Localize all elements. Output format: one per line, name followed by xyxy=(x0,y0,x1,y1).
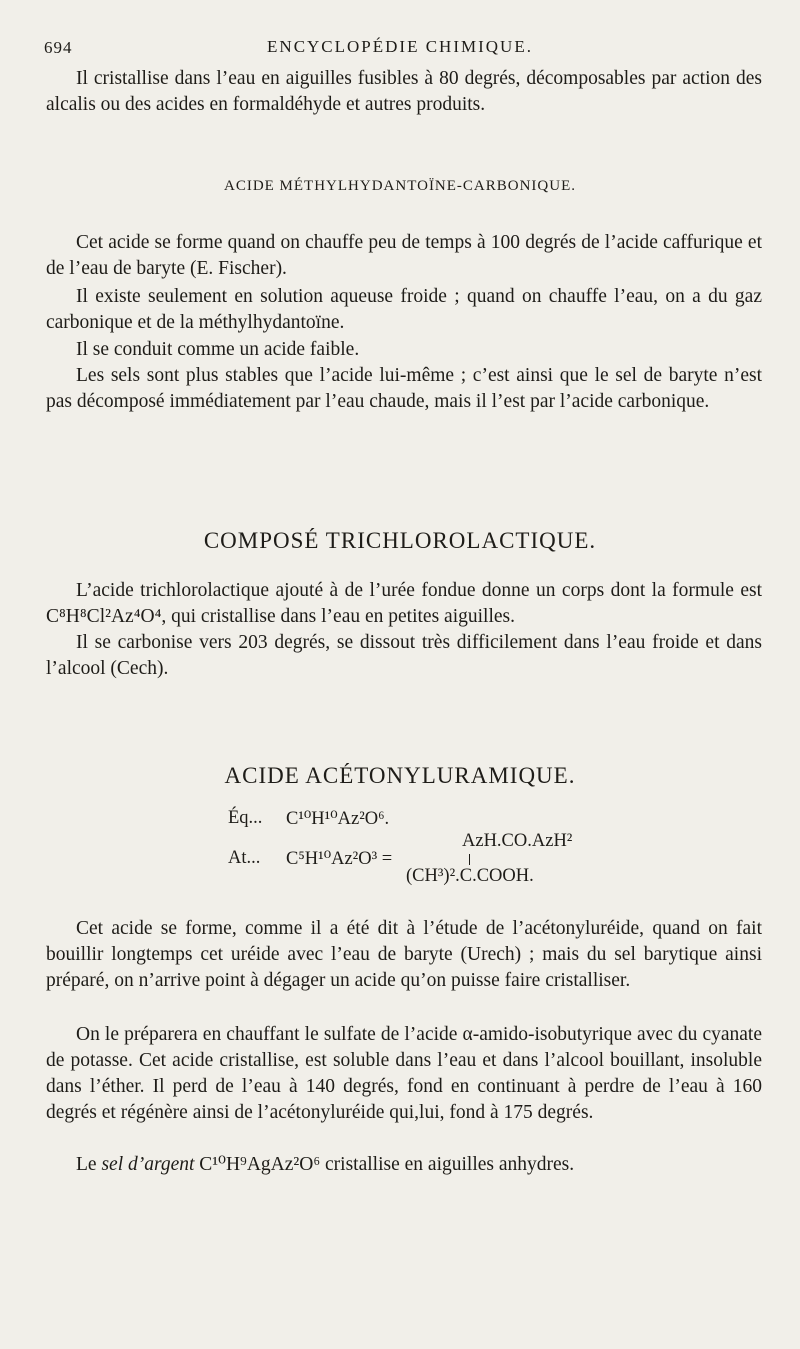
section3-p3-formula: C¹⁰H⁹AgAz²O⁶ xyxy=(194,1154,321,1175)
page-number: 694 xyxy=(44,38,73,57)
section1-paragraph-3: Il se conduit comme un acide faible. xyxy=(76,339,360,360)
section-title-methylhydantoine: ACIDE MÉTHYLHYDANTOÏNE-CARBONIQUE. xyxy=(223,178,577,194)
section3-paragraph-1: Cet acide se forme, comme il a été dit à l’étude de l’acétonyluréide, quand on fait bouillir longtemps cet uréide avec l’eau de baryte (Urech) ; mais du sel barytique ainsi préparé, on n’arrive point à dégager un acide qu’on puisse faire cristalliser. xyxy=(46,918,762,991)
section2-paragraph-2: Il se carbonise vers 203 degrés, se dissout très difficilement dans l’eau froide et dans l’alcool (Cech). xyxy=(46,632,762,679)
section2-p1-before: L’acide trichlorolactique ajouté à de l’urée fondue donne un corps dont la formule est xyxy=(76,580,762,601)
formula-eq: C¹⁰H¹⁰Az²O⁶. xyxy=(286,809,390,829)
section3-paragraph-3 xyxy=(46,1152,762,1178)
running-title: ENCYCLOPÉDIE CHIMIQUE. xyxy=(267,37,533,56)
section-title-acetonyluramique: ACIDE ACÉTONYLURAMIQUE. xyxy=(224,763,576,788)
formula-struct-bottom: (CH³)².C.COOH. xyxy=(406,866,534,886)
formula-eq-label: Éq... xyxy=(228,808,263,828)
section1-paragraph-1: Cet acide se forme quand on chauffe peu de temps à 100 degrés de l’acide caffurique et de l’eau de baryte (E. Fischer). xyxy=(46,232,762,279)
section3-p3-italic: sel d’argent xyxy=(101,1154,195,1175)
section1-paragraph-2: Il existe seulement en solution aqueuse froide ; quand on chauffe l’eau, on a du gaz carbonique et de la méthylhydantoïne. xyxy=(46,286,762,333)
formula-at: C⁵H¹⁰Az²O³ = xyxy=(286,849,393,869)
formula-at-label: At... xyxy=(228,848,261,868)
intro-paragraph: Il cristallise dans l’eau en aiguilles fusibles à 80 degrés, décomposables par action des alcalis ou des acides en formaldéhyde et autres produits. xyxy=(46,68,762,115)
section3-p3-before: Le xyxy=(76,1154,102,1175)
section3-paragraph-2: On le préparera en chauffant le sulfate de l’acide α-amido-isobutyrique avec du cyanate de potasse. Cet acide cristallise, est soluble dans l’eau et dans l’alcool bouillant, insoluble dans l’éther. Il perd de l’eau à 140 degrés, fond en continuant à perdre de l’eau à 160 degrés et régénère ainsi de l’acétonyluréide qui,lui, fond à 175 degrés. xyxy=(46,1024,762,1123)
section1-paragraph-4: Les sels sont plus stables que l’acide lui-même ; c’est ainsi que le sel de baryte n’est pas décomposé immédiatement par l’eau chaude, mais il l’est par l’acide carbonique. xyxy=(46,365,762,412)
section2-p1-formula: C⁸H⁸Cl²Az⁴O⁴ xyxy=(46,606,162,627)
formula-bond-line xyxy=(469,854,470,865)
section-title-trichlorolactique: COMPOSÉ TRICHLOROLACTIQUE. xyxy=(203,528,597,553)
section2-p1-after: , qui cristallise dans l’eau en petites aiguilles. xyxy=(161,606,515,627)
section2-paragraph-1 xyxy=(46,578,762,630)
section3-p3-after: cristallise en aiguilles anhydres. xyxy=(320,1154,575,1175)
formula-struct-top: AzH.CO.AzH² xyxy=(462,831,573,851)
